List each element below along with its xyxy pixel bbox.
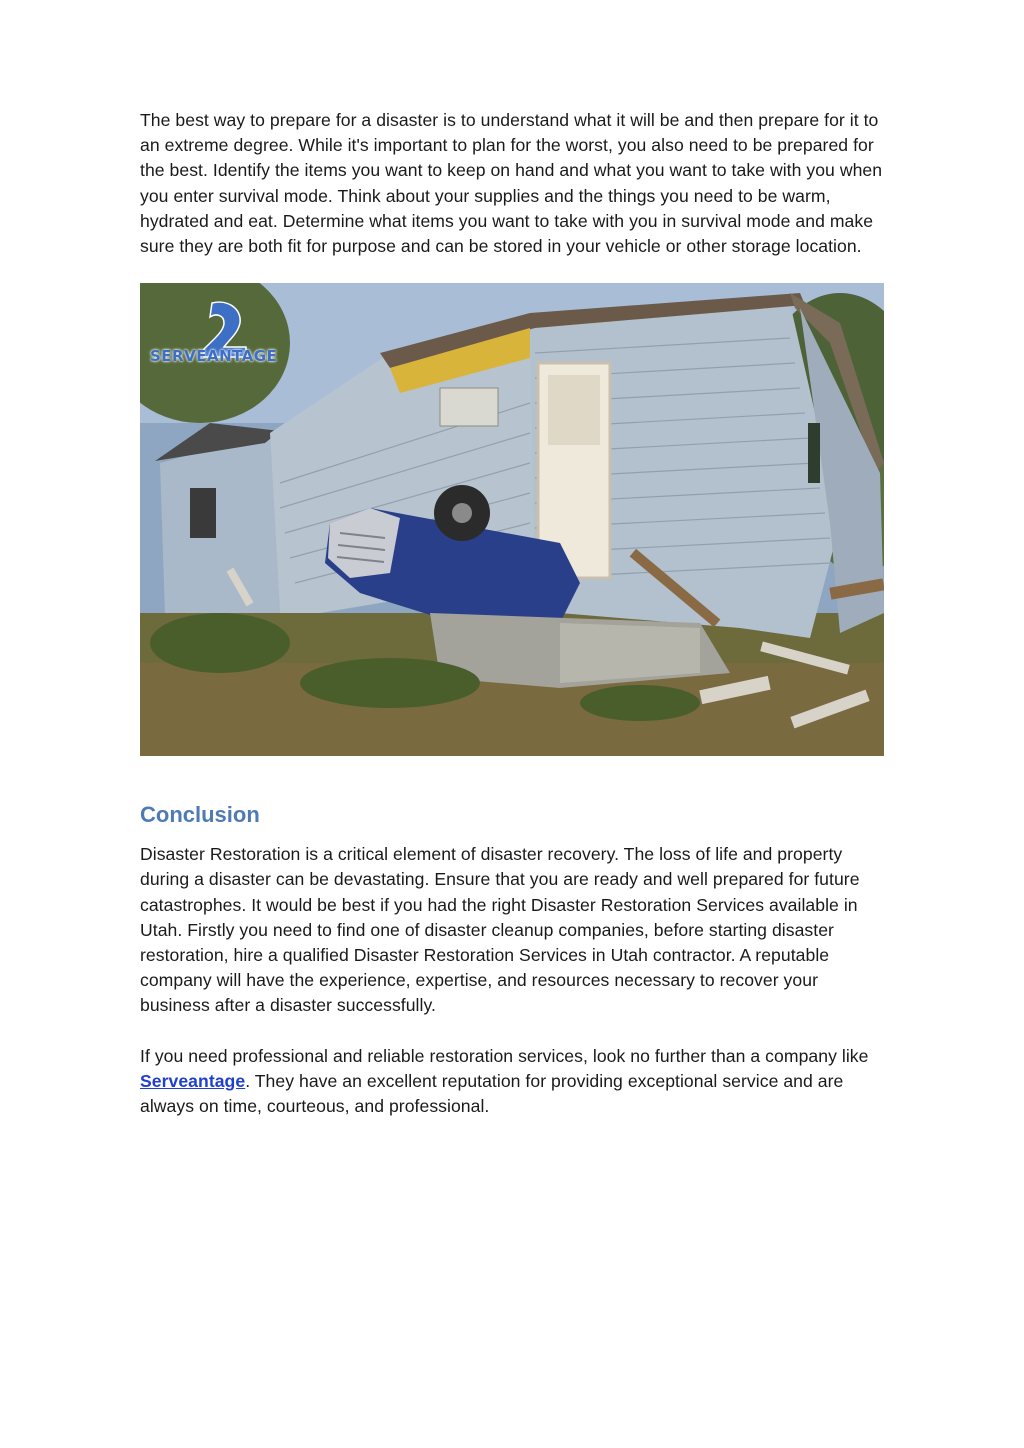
contact-paragraph: [140, 1044, 890, 1120]
document-page: [140, 108, 890, 1119]
conclusion-heading: Conclusion: [140, 802, 260, 828]
serveantage-link[interactable]: Serveantage: [140, 1070, 246, 1091]
contact-text-after: . They have an excellent reputation for providing exceptional service and are always on time, courteous, and professional.: [140, 1070, 844, 1117]
contact-text-before: If you need professional and reliable restoration services, look no further than a company like: [140, 1045, 869, 1066]
logo-wordmark: SERVEANTAGE: [150, 347, 278, 366]
intro-paragraph: The best way to prepare for a disaster is to understand what it will be and then prepare for it to an extreme degree. While it's important to plan for the worst, you also need to be prepared for the best. Identify the items you want to keep on hand and what you want to take with you when you enter survival mode. Think about your supplies and the things you need to be warm, hydrated and eat. Determine what items you want to take with you in survival mode and make sure they are both fit for purpose and can be stored in your vehicle or other storage location.: [140, 110, 883, 257]
serveantage-logo-icon: [150, 295, 285, 385]
damaged-house-photo: [140, 283, 884, 756]
conclusion-paragraph: Disaster Restoration is a critical element of disaster recovery. The loss of life and property during a disaster can be devastating. Ensure that you are ready and well prepared for future catastrophes. It would be best if you had the right Disaster Restoration Services available in Utah. Firstly you need to find one of disaster cleanup companies, before starting disaster restoration, hire a qualified Disaster Restoration Services in Utah contractor. A reputable company will have the experience, expertise, and resources necessary to recover your business after a disaster successfully.: [140, 844, 860, 1016]
